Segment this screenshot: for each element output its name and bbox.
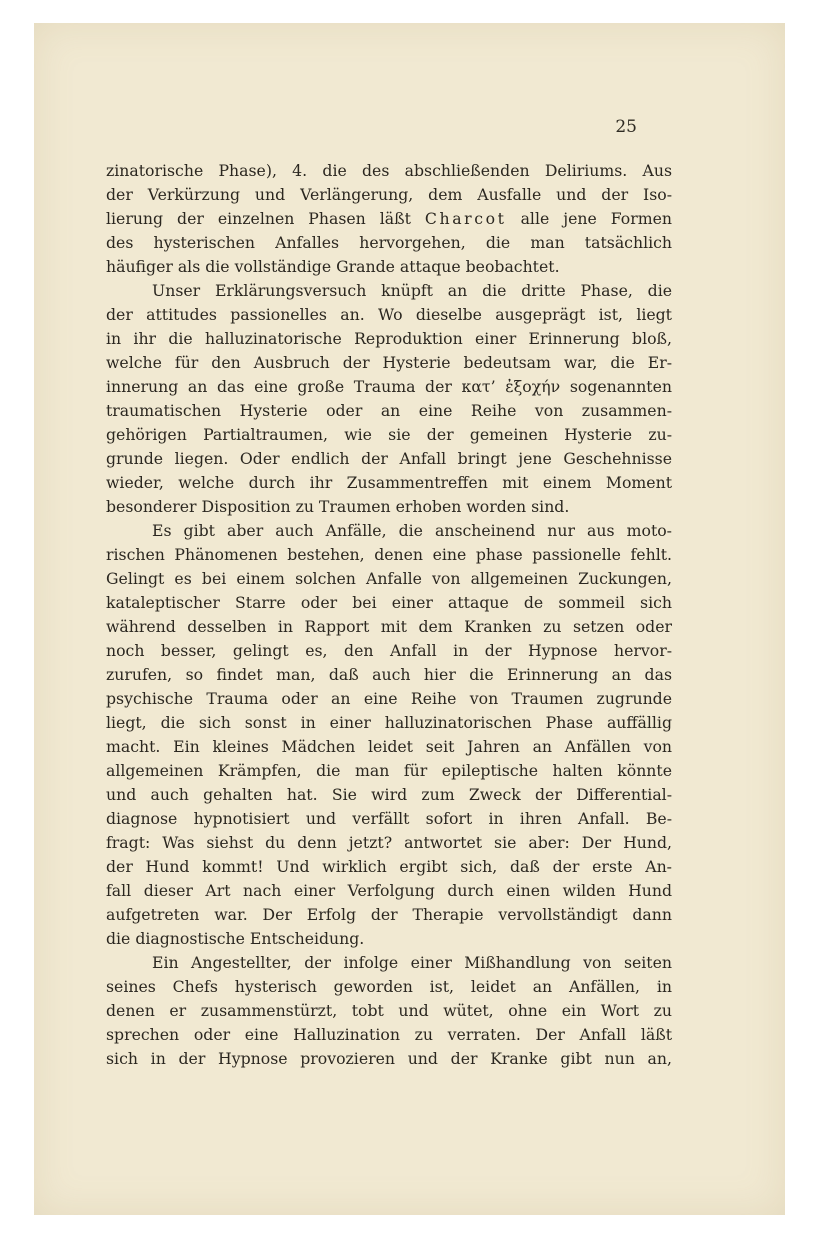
text-line: rischen Phänomenen bestehen, denen eine phase passionelle fehlt. (106, 545, 672, 564)
text-line: der attitudes passionelles an. Wo dieselbe ausgeprägt ist, liegt (106, 305, 672, 324)
text-line: des hysterischen Anfalles hervorgehen, die man tatsächlich (106, 233, 672, 252)
text-line: denen er zusammenstürzt, tobt und wütet, ohne ein Wort zu (106, 1001, 672, 1020)
text-line: Es gibt aber auch Anfälle, die anscheinend nur aus moto- (152, 521, 672, 540)
text-line: besonderer Disposition zu Traumen erhoben worden sind. (106, 497, 570, 516)
text-line: traumatischen Hysterie oder an eine Reihe von zusammen- (106, 401, 672, 420)
text-line: der Verkürzung und Verlängerung, dem Ausfalle und der Iso- (106, 185, 672, 204)
text-line: häufiger als die vollständige Grande attaque beobachtet. (106, 257, 560, 276)
text-line (106, 207, 672, 231)
text-line: gehörigen Partialtraumen, wie sie der gemeinen Hysterie zu- (106, 425, 672, 444)
text-segment: innerung an das eine große Trauma der (106, 377, 462, 396)
text-line: welche für den Ausbruch der Hysterie bedeutsam war, die Er- (106, 353, 672, 372)
text-line: und auch gehalten hat. Sie wird zum Zweck der Differential- (106, 785, 672, 804)
text-line: liegt, die sich sonst in einer halluzinatorischen Phase auffällig (106, 713, 672, 732)
text-line: die diagnostische Entscheidung. (106, 929, 365, 948)
body-text (106, 159, 672, 1071)
greek-phrase: κατ’ ἐξοχήν (461, 377, 561, 396)
text-line: noch besser, gelingt es, den Anfall in der Hypnose hervor- (106, 641, 672, 660)
text-line: während desselben in Rapport mit dem Kranken zu setzen oder (106, 617, 672, 636)
text-line: seines Chefs hysterisch geworden ist, leidet an Anfällen, in (106, 977, 672, 996)
text-line: kataleptischer Starre oder bei einer attaque de sommeil sich (106, 593, 672, 612)
text-line: zurufen, so findet man, daß auch hier die Erinnerung an das (106, 665, 672, 684)
text-line: Gelingt es bei einem solchen Anfalle von allgemeinen Zuckungen, (106, 569, 672, 588)
text-line: allgemeinen Krämpfen, die man für epileptische halten könnte (106, 761, 672, 780)
spaced-name: Charcot (424, 209, 507, 228)
text-line: Unser Erklärungsversuch knüpft an die dritte Phase, die (152, 281, 672, 300)
text-line (106, 375, 672, 399)
text-segment: alle jene Formen (506, 209, 672, 228)
text-line: Ein Angestellter, der infolge einer Mißhandlung von seiten (152, 953, 672, 972)
text-line: fall dieser Art nach einer Verfolgung durch einen wilden Hund (106, 881, 672, 900)
book-page (34, 23, 785, 1215)
text-segment: lierung der einzelnen Phasen läßt (106, 209, 425, 228)
text-line: diagnose hypnotisiert und verfällt sofort in ihren Anfall. Be- (106, 809, 672, 828)
text-line: psychische Trauma oder an eine Reihe von Traumen zugrunde (106, 689, 672, 708)
text-line: grunde liegen. Oder endlich der Anfall bringt jene Geschehnisse (106, 449, 672, 468)
text-line: fragt: Was siehst du denn jetzt? antwortet sie aber: Der Hund, (106, 833, 672, 852)
text-line: sprechen oder eine Halluzination zu verraten. Der Anfall läßt (106, 1025, 672, 1044)
text-line: sich in der Hypnose provozieren und der Kranke gibt nun an, (106, 1049, 672, 1068)
text-line: der Hund kommt! Und wirklich ergibt sich, daß der erste An- (106, 857, 672, 876)
text-line: aufgetreten war. Der Erfolg der Therapie vervollständigt dann (106, 905, 672, 924)
text-line: in ihr die halluzinatorische Reproduktion einer Erinnerung bloß, (106, 329, 672, 348)
text-line: zinatorische Phase), 4. die des abschließenden Deliriums. Aus (106, 161, 672, 180)
text-line: wieder, welche durch ihr Zusammentreffen mit einem Moment (106, 473, 672, 492)
text-line: macht. Ein kleines Mädchen leidet seit Jahren an Anfällen von (106, 737, 672, 756)
page-number: 25 (615, 117, 637, 137)
text-segment: sogenannten (560, 377, 672, 396)
